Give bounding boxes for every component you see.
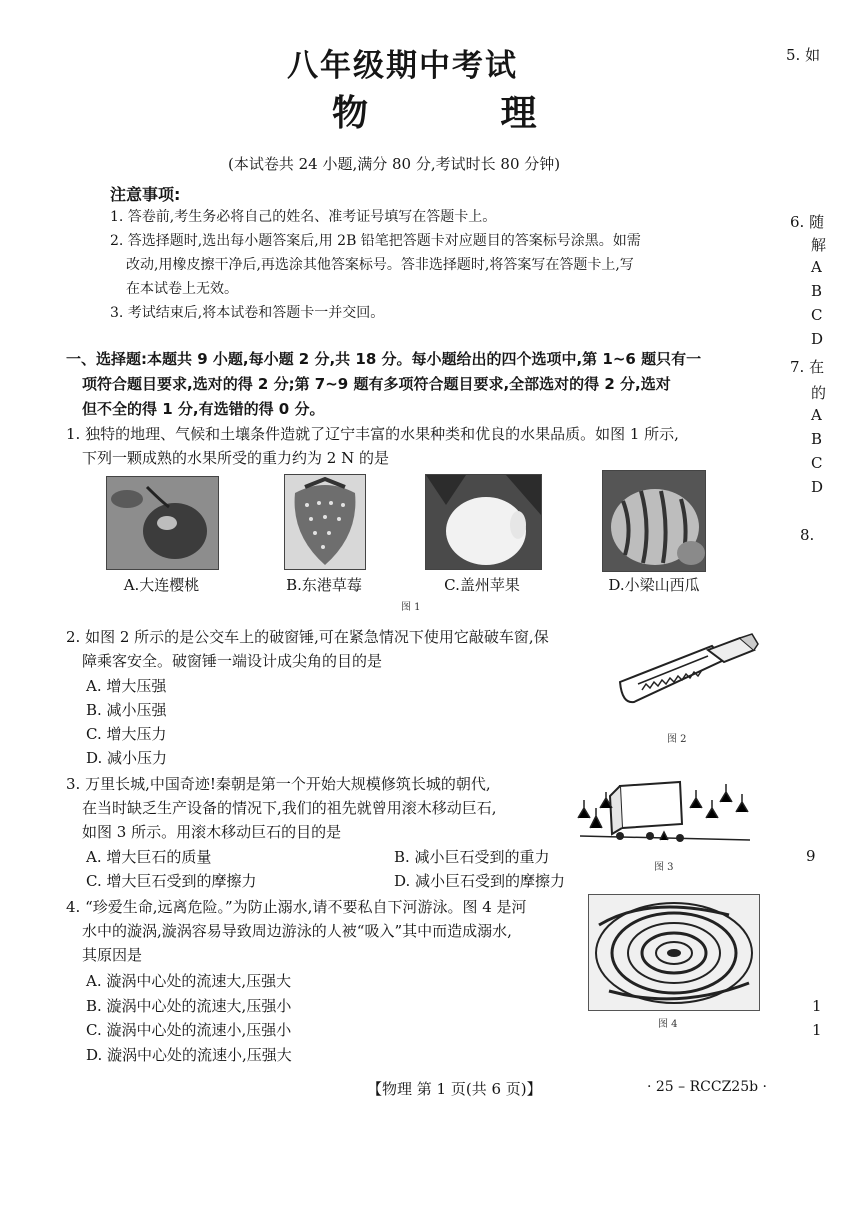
section-instructions-3: 但不全的得 1 分,有选错的得 0 分。 [82, 400, 325, 418]
cherry-photo [106, 476, 219, 570]
note-item-2-cont: 改动,用橡皮擦干净后,再选涂其他答案标号。答非选择题时,将答案写在答题卡上,写 [126, 257, 634, 273]
q1-stem: 1. 独特的地理、气候和土壤条件造就了辽宁丰富的水果种类和优良的水果品质。如图 1 所示, [66, 425, 679, 443]
notes-heading: 注意事项: [110, 185, 181, 204]
section-instructions-2: 项符合题目要求,选对的得 2 分;第 7~9 题有多项符合题目要求,全部选对的得 2 分,选对 [82, 375, 671, 393]
q4-stem: 4. “珍爱生命,远离危险。”为防止溺水,请不要私自下河游泳。图 4 是河 [66, 898, 527, 916]
edge-q7: 7. 在 [790, 358, 825, 376]
edge-q9: 9 [806, 847, 816, 865]
edge-q7-line3: B [811, 430, 823, 448]
edge-q6-line3: B [811, 282, 823, 300]
edge-q7-line2: A [811, 406, 822, 424]
note-item-3: 3. 考试结束后,将本试卷和答题卡一并交回。 [110, 305, 385, 321]
option-3a: A. 增大巨石的质量 [86, 848, 212, 866]
q2-stem: 2. 如图 2 所示的是公交车上的破窗锤,可在紧急情况下使用它敲破车窗,保 [66, 628, 549, 646]
edge-tail-2: 1 [812, 1021, 822, 1039]
option-4b: B. 漩涡中心处的流速大,压强小 [86, 997, 292, 1015]
page-number: 【物理 第 1 页(共 6 页)】 [367, 1080, 542, 1098]
option-1b: B.东港草莓 [286, 576, 362, 594]
option-2d: D. 减小压力 [86, 749, 168, 767]
note-item-1: 1. 答卷前,考生务必将自己的姓名、准考证号填写在答题卡上。 [110, 209, 497, 225]
edge-q6-line1: 解 [811, 236, 827, 254]
figure-2-caption: 图 2 [667, 734, 687, 745]
q3-stem-cont: 在当时缺乏生产设备的情况下,我们的祖先就曾用滚木移动巨石, [82, 799, 497, 817]
edge-q8: 8. [800, 526, 815, 544]
figure-3-caption: 图 3 [654, 862, 674, 873]
whirlpool-photo [588, 894, 760, 1011]
exam-info: (本试卷共 24 小题,满分 80 分,考试时长 80 分钟) [228, 155, 561, 173]
q2-stem-cont: 障乘客安全。破窗锤一端设计成尖角的目的是 [82, 652, 383, 670]
subject-title: 物 理 [332, 93, 597, 134]
apple-photo [425, 474, 542, 570]
option-3d: D. 减小巨石受到的摩擦力 [394, 872, 566, 890]
edge-q7-line4: C [811, 454, 823, 472]
option-1c: C.盖州苹果 [444, 576, 520, 594]
edge-q7-line1: 的 [811, 384, 827, 402]
paper-code: · 25 – RCCZ25b · [647, 1079, 767, 1095]
edge-q6-line2: A [811, 258, 822, 276]
q4-stem-end: 其原因是 [82, 946, 143, 964]
safety-hammer-drawing [612, 632, 762, 724]
strawberry-photo [284, 474, 366, 570]
option-1a: A.大连樱桃 [123, 576, 200, 594]
note-item-2-end: 在本试卷上无效。 [126, 281, 238, 297]
exam-title: 八年级期中考试 [287, 48, 518, 84]
figure-1-caption: 图 1 [401, 602, 421, 613]
q3-stem-end: 如图 3 所示。用滚木移动巨石的目的是 [82, 823, 342, 841]
option-3b: B. 减小巨石受到的重力 [394, 848, 550, 866]
option-2c: C. 增大压力 [86, 725, 167, 743]
option-4a: A. 漩涡中心处的流速大,压强大 [86, 972, 292, 990]
figure-4-caption: 图 4 [658, 1019, 678, 1030]
option-4d: D. 漩涡中心处的流速小,压强大 [86, 1046, 292, 1064]
edge-q6-line4: C [811, 306, 823, 324]
q1-stem-cont: 下列一颗成熟的水果所受的重力约为 2 N 的是 [82, 449, 389, 467]
edge-q5: 5. 如 [786, 46, 821, 64]
watermelon-photo [602, 470, 706, 572]
edge-q6-line5: D [811, 330, 824, 348]
rolling-stone-drawing [570, 778, 758, 850]
note-item-2: 2. 答选择题时,选出每小题答案后,用 2B 铅笔把答题卡对应题目的答案标号涂黑。如需 [110, 233, 641, 249]
edge-q7-line5: D [811, 478, 824, 496]
q4-stem-cont: 水中的漩涡,漩涡容易导致周边游泳的人被“吸入”其中而造成溺水, [82, 922, 512, 940]
section-instructions-1: 一、选择题:本题共 9 小题,每小题 2 分,共 18 分。每小题给出的四个选项中,第 1~6 题只有一 [66, 350, 702, 368]
edge-q6: 6. 随 [790, 213, 825, 231]
option-2a: A. 增大压强 [86, 677, 167, 695]
option-3c: C. 增大巨石受到的摩擦力 [86, 872, 257, 890]
option-4c: C. 漩涡中心处的流速小,压强小 [86, 1021, 292, 1039]
edge-tail-1: 1 [812, 997, 822, 1015]
q3-stem: 3. 万里长城,中国奇迹!秦朝是第一个开始大规模修筑长城的朝代, [66, 775, 491, 793]
option-1d: D.小梁山西瓜 [608, 576, 700, 594]
option-2b: B. 减小压强 [86, 701, 167, 719]
